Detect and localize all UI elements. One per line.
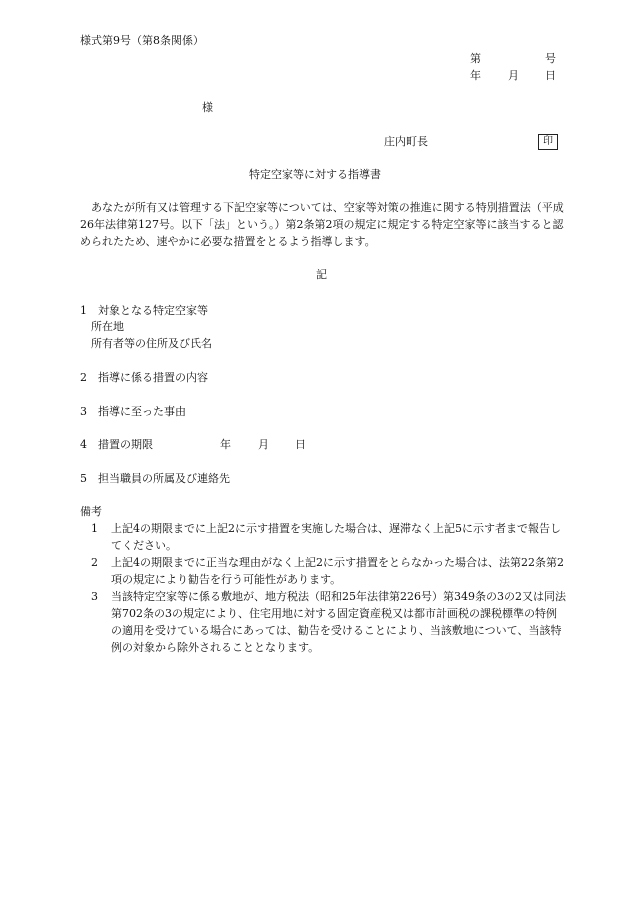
remark-note-text: 上記4の期限までに正当な理由がなく上記2に示す措置をとらなかった場合は、法第22条第2項の規定により勧告を行う可能性があります。 (111, 556, 564, 586)
item-2-label: 指導に係る措置の内容 (98, 371, 208, 384)
remark-note-text: 当該特定空家等に係る敷地が、地方税法（昭和25年法律第226号）第349条の3の2又は同法第702条の3の規定により、住宅用地に対する固定資産税又は都市計画税の課税標準の特例の適用を受けている場合にあっては、勧告を受けることにより、当該敷地について、当該特例の対象から除外されることとなります。 (111, 590, 566, 654)
doc-number-suffix: 号 (545, 52, 556, 65)
remark-note-number: 3 (91, 590, 98, 603)
item-1-number: 1 (80, 304, 87, 317)
remark-note-number: 2 (91, 556, 98, 569)
remark-note-number: 1 (91, 522, 98, 535)
date-day: 日 (545, 69, 556, 82)
item-3-label: 指導に至った事由 (98, 405, 186, 418)
form-number: 様式第9号（第8条関係） (80, 34, 204, 47)
doc-number-prefix: 第 (470, 52, 481, 65)
item-4-day: 日 (295, 438, 306, 451)
item-1-owner: 所有者等の住所及び氏名 (91, 337, 212, 350)
item-5-label: 担当職員の所属及び連絡先 (98, 472, 230, 485)
document-title: 特定空家等に対する指導書 (249, 168, 381, 181)
item-1-location: 所在地 (91, 320, 124, 333)
date-year: 年 (470, 69, 481, 82)
item-2-number: 2 (80, 371, 87, 384)
date-month: 月 (508, 69, 519, 82)
item-4-label: 措置の期限 (98, 438, 153, 451)
item-4-number: 4 (80, 438, 87, 451)
intro-paragraph: あなたが所有又は管理する下記空家等については、空家等対策の推進に関する特別措置法（平成26年法律第127号。以下「法」という。）第2条第2項の規定に規定する特定空家等に該当すると認められたため、速やかに必要な措置をとるよう指導します。 (80, 201, 564, 248)
item-3-number: 3 (80, 405, 87, 418)
addressee-honorific: 様 (202, 101, 213, 114)
remarks-heading: 備考 (80, 505, 102, 518)
item-1-label: 対象となる特定空家等 (98, 304, 208, 317)
item-5-number: 5 (80, 472, 87, 485)
remark-note-text: 上記4の期限までに上記2に示す措置を実施した場合は、遅滞なく上記5に示す者まで報告してください。 (111, 522, 561, 552)
ki-heading: 記 (316, 268, 327, 281)
item-4-month: 月 (258, 438, 269, 451)
sender-name: 庄内町長 (384, 135, 428, 148)
seal-stamp: 印 (538, 134, 558, 150)
item-4-year: 年 (220, 438, 231, 451)
